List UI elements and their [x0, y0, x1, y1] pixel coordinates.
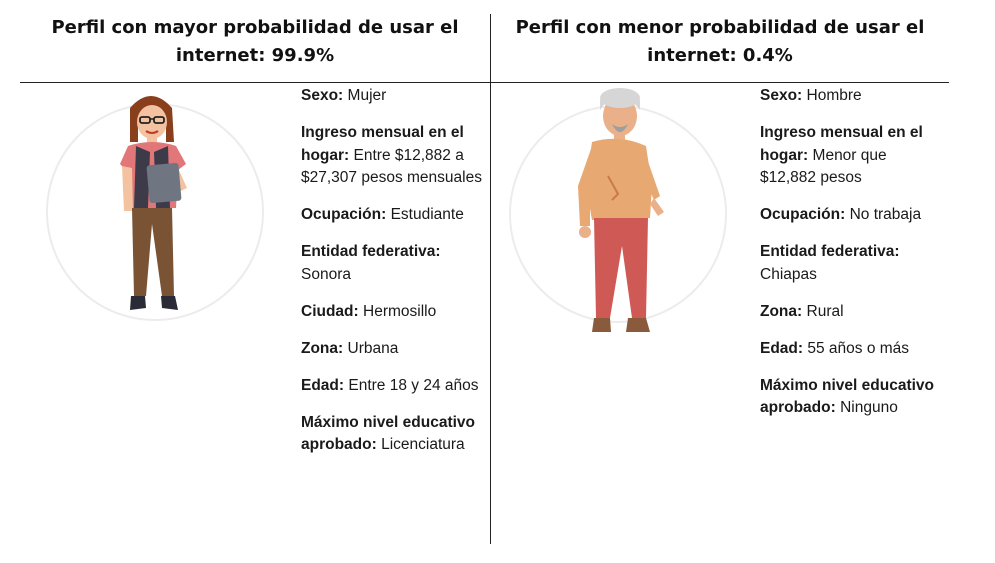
attribute-item [301, 122, 486, 190]
attribute-label: Zona: [760, 302, 803, 320]
attribute-value: Urbana [347, 339, 399, 357]
attribute-item [301, 301, 486, 324]
attribute-value: Licenciatura [381, 436, 465, 453]
attribute-value: Estudiante [390, 206, 464, 223]
right-profile-attributes [760, 85, 945, 434]
attribute-label: Ingreso mensual en el hogar: [301, 124, 464, 164]
attribute-value: Hermosillo [363, 302, 437, 320]
attribute-label: Máximo nivel educativo aprobado: [301, 413, 475, 453]
attribute-label: Sexo: [760, 87, 803, 104]
attribute-value: Mujer [347, 87, 387, 104]
attribute-item [301, 338, 486, 361]
attribute-label: Ocupación: [760, 206, 846, 223]
attribute-label: Ingreso mensual en el hogar: [760, 124, 923, 164]
column-divider [490, 14, 491, 544]
attribute-item [301, 375, 486, 398]
attribute-value: Ninguno [840, 399, 898, 416]
attribute-value: Sonora [301, 265, 351, 283]
attribute-item [301, 85, 486, 108]
attribute-item [760, 375, 945, 420]
attribute-value: Entre $12,882 a $27,307 pesos mensuales [301, 146, 482, 186]
attribute-value: Chiapas [760, 265, 817, 283]
attribute-value: Menor que $12,882 pesos [760, 146, 887, 186]
left-profile-attributes [301, 85, 486, 471]
attribute-item [760, 85, 945, 108]
elderly-man-icon [500, 86, 740, 336]
attribute-item [760, 301, 945, 324]
attribute-label: Máximo nivel educativo aprobado: [760, 376, 934, 416]
attribute-item [760, 204, 945, 227]
attribute-value: Rural [806, 302, 844, 320]
attribute-item [301, 412, 486, 457]
attribute-label: Entidad federativa: [301, 243, 441, 260]
attribute-label: Sexo: [301, 87, 344, 104]
attribute-value: Entre 18 y 24 años [348, 376, 479, 394]
header-divider [20, 82, 949, 83]
attribute-item [760, 338, 945, 361]
attribute-label: Ciudad: [301, 302, 359, 320]
attribute-label: Ocupación: [301, 206, 387, 223]
attribute-value: 55 años o más [807, 339, 910, 357]
attribute-label: Entidad federativa: [760, 243, 900, 260]
right-column-title: Perfil con menor probabilidad de usar el internet: 0.4% [515, 17, 925, 66]
woman-student-icon [40, 86, 280, 336]
attribute-label: Edad: [760, 339, 804, 357]
attribute-item [301, 204, 486, 227]
attribute-value: No trabaja [849, 206, 922, 223]
left-column-title: Perfil con mayor probabilidad de usar el internet: 99.9% [51, 17, 459, 66]
attribute-value: Hombre [806, 87, 862, 104]
attribute-item [301, 241, 486, 286]
attribute-item [760, 241, 945, 286]
attribute-item [760, 122, 945, 190]
attribute-label: Zona: [301, 339, 344, 357]
attribute-label: Edad: [301, 376, 345, 394]
